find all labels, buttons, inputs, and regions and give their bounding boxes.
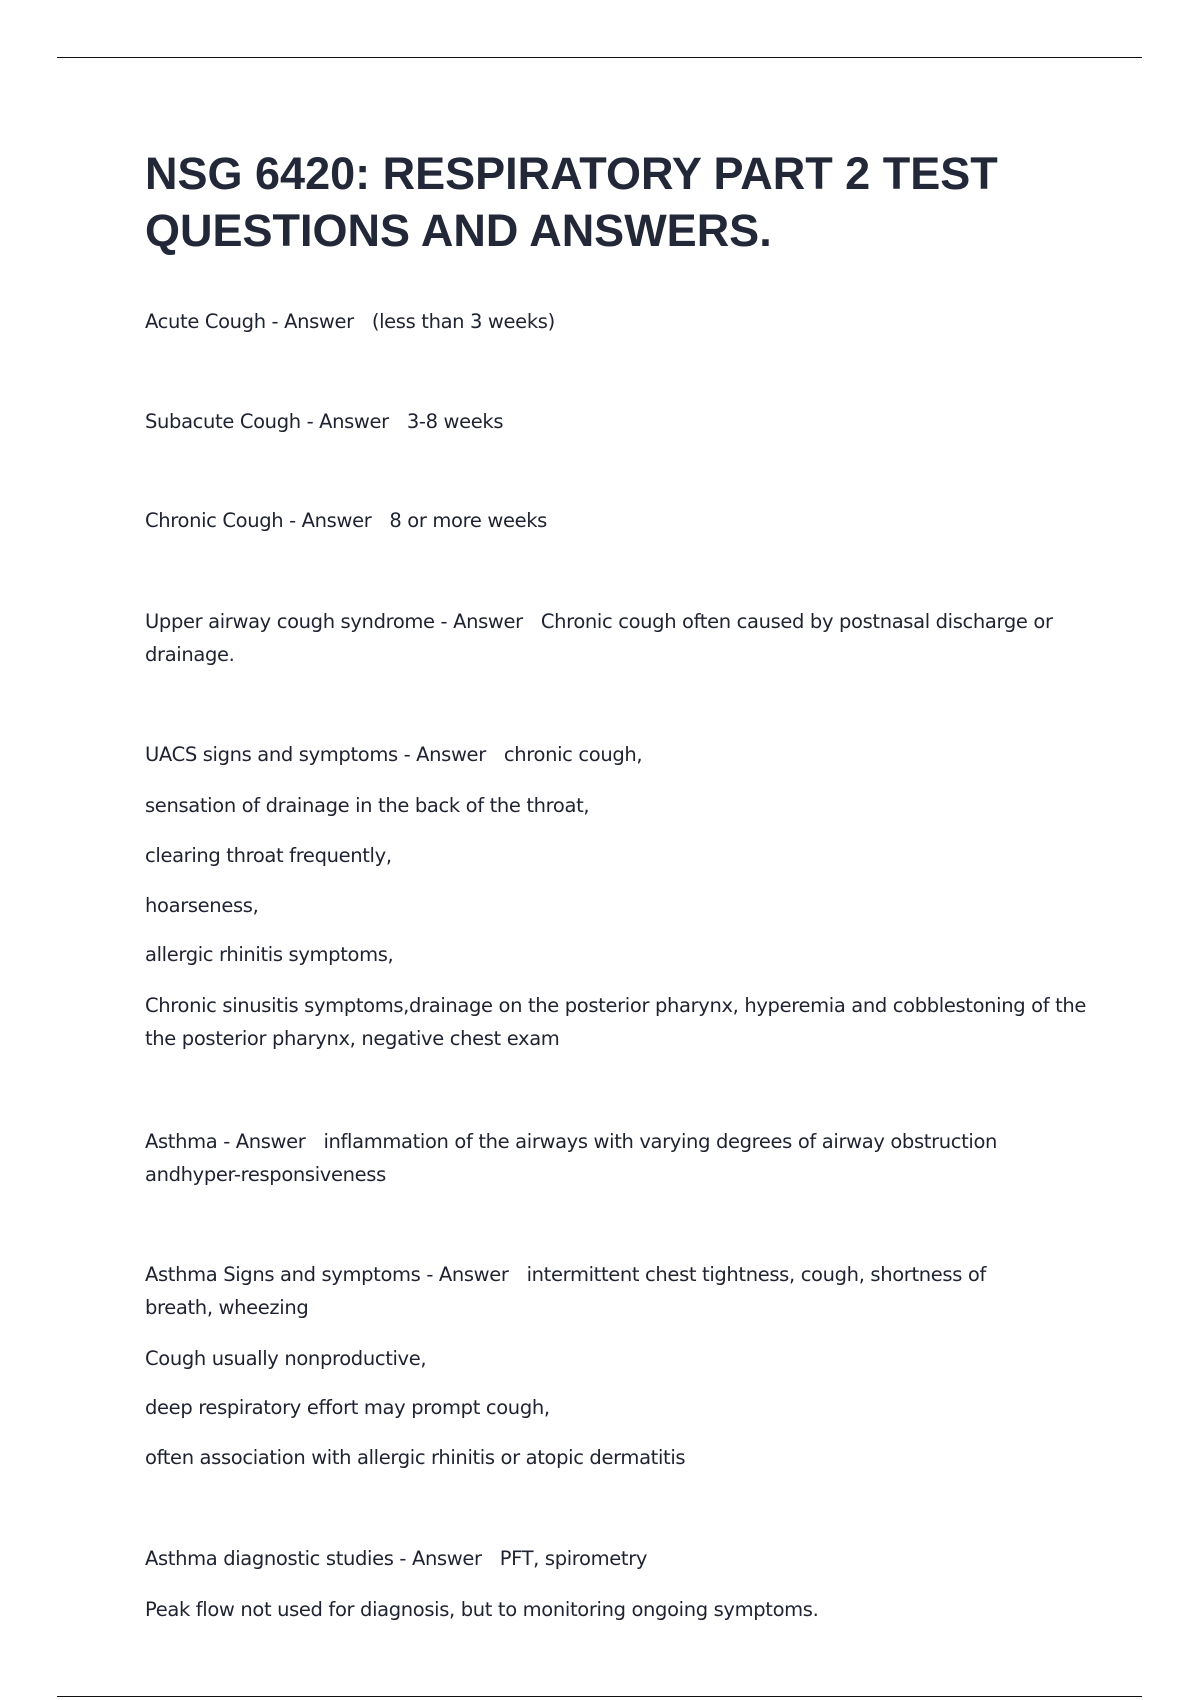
answer-line: hoarseness, [145,894,259,917]
question: Subacute Cough - Answer [145,410,389,433]
answer-line: clearing throat frequently, [145,844,392,867]
qa-item [145,1542,1095,1575]
question: Asthma diagnostic studies - Answer [145,1547,482,1570]
answer: (less than 3 weeks) [371,310,555,333]
answer-line: Peak flow not used for diagnosis, but to monitoring ongoing symptoms. [145,1598,819,1621]
answer-line: Chronic sinusitis symptoms,drainage on the posterior pharynx, hyperemia and cobblestoning of the the posterior pharynx, negative chest exam [145,994,1087,1050]
top-divider [57,57,1142,58]
answer-line: often association with allergic rhinitis or atopic dermatitis [145,1446,686,1469]
qa-item [145,738,1095,771]
qa-item [145,405,1095,438]
answer: inflammation of the airways with varying degrees of airway obstruction andhyper-responsiveness [145,1130,998,1186]
qa-item [145,605,1090,671]
answer-line: Cough usually nonproductive, [145,1347,427,1370]
question: UACS signs and symptoms - Answer [145,743,486,766]
question: Chronic Cough - Answer [145,509,372,532]
question: Asthma Signs and symptoms - Answer [145,1263,509,1286]
question: Upper airway cough syndrome - Answer [145,610,523,633]
answer: 8 or more weeks [389,509,547,532]
answer: intermittent chest tightness, cough, shortness of breath, wheezing [145,1263,986,1319]
answer: Chronic cough often caused by postnasal discharge or drainage. [145,610,1053,666]
question: Asthma - Answer [145,1130,306,1153]
qa-item [145,504,1095,537]
answer: 3-8 weeks [406,410,504,433]
qa-item [145,1258,1025,1324]
document-title: NSG 6420: RESPIRATORY PART 2 TEST QUESTIONS AND ANSWERS. [145,148,998,256]
question: Acute Cough - Answer [145,310,354,333]
answer-line: deep respiratory effort may prompt cough, [145,1396,550,1419]
answer-line: allergic rhinitis symptoms, [145,943,394,966]
answer-line: sensation of drainage in the back of the throat, [145,794,590,817]
answer: chronic cough, [503,743,643,766]
answer: PFT, spirometry [499,1547,648,1570]
bottom-divider [57,1696,1142,1697]
qa-item [145,305,1095,338]
qa-item [145,1125,1050,1191]
